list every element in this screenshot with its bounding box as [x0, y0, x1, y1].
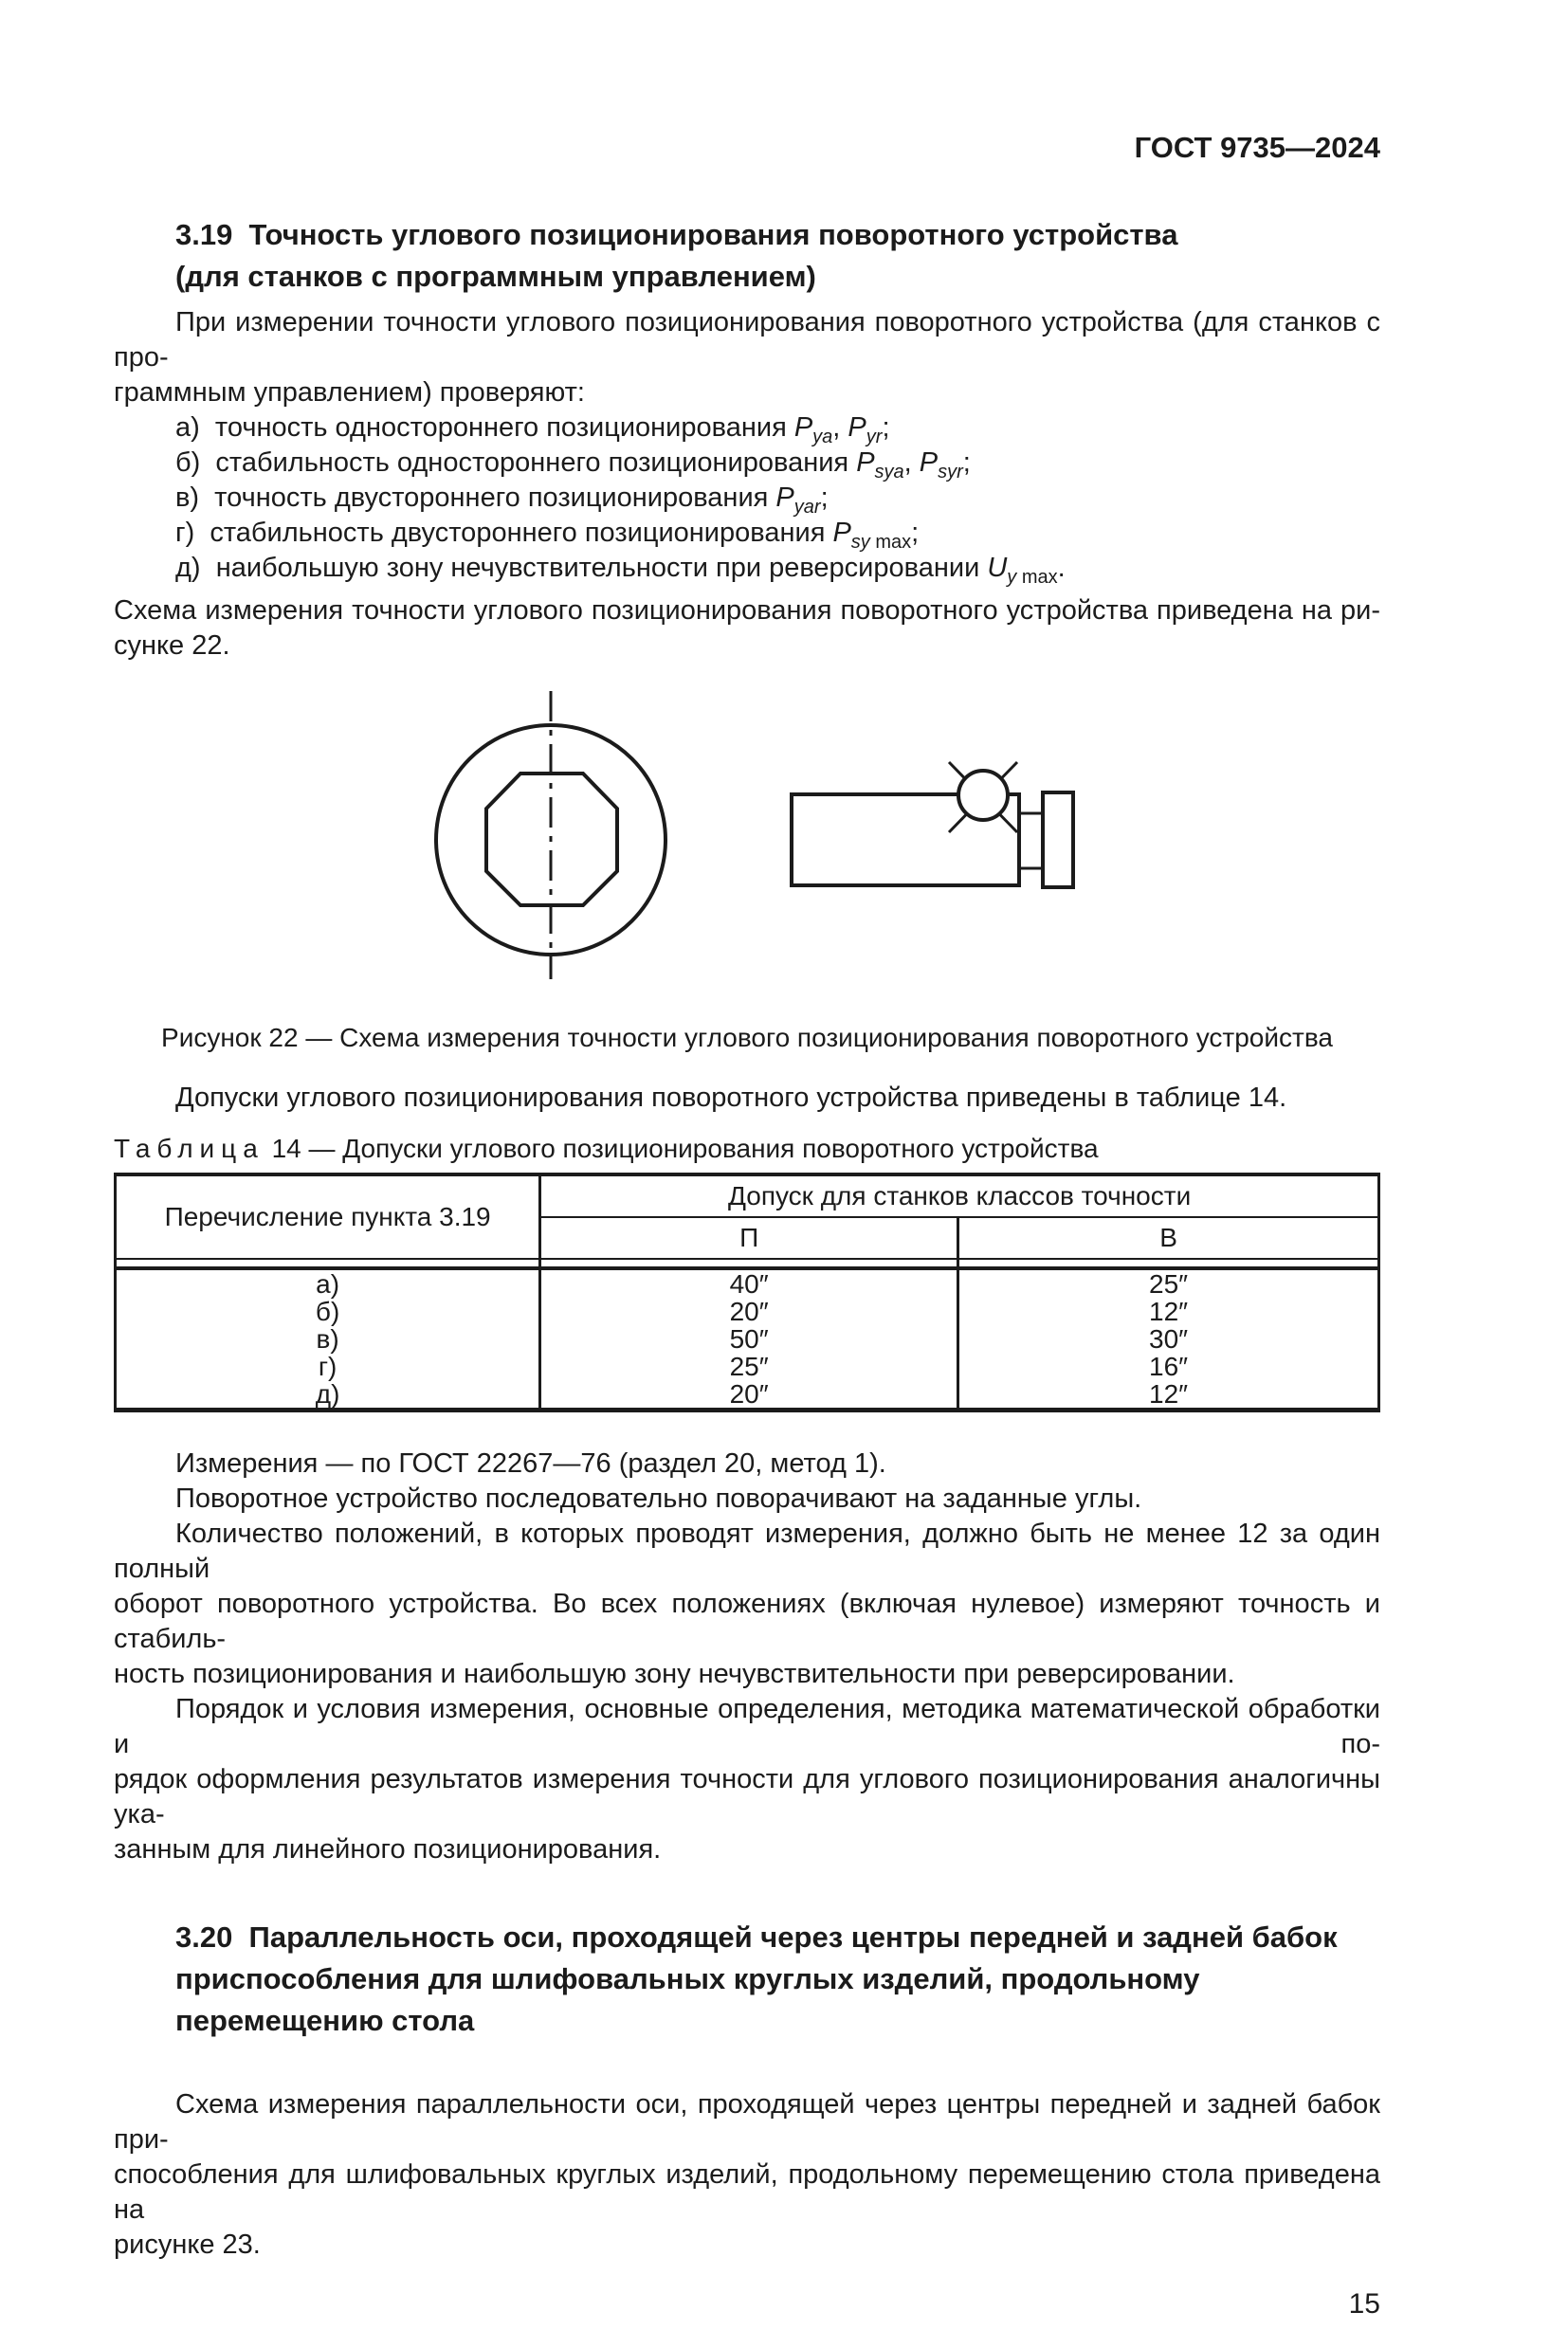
positions-count-paragraph	[114, 1517, 1380, 1692]
class-v-column	[959, 1270, 1377, 1408]
list-item: г) стабильность двустороннего позиционирования $P_{sy}$ $_{max}$;	[175, 518, 920, 553]
text-line: 3.19 Точность углового позиционирования поворотного устройства	[175, 218, 1178, 251]
table-cell: 20″	[729, 1379, 769, 1409]
table-cell: д)	[315, 1379, 340, 1409]
procedure-paragraph	[114, 1692, 1380, 1867]
text-line: способления для шлифовальных круглых изделий, продольному перемещению стола приведена на	[114, 2159, 1380, 2225]
measurements-gost-paragraph: Измерения — по ГОСТ 22267—76 (раздел 20, метод 1).	[175, 1448, 886, 1479]
intro-paragraph	[114, 305, 1380, 410]
rotation-paragraph: Поворотное устройство последовательно поворачивают на заданные углы.	[175, 1483, 1142, 1514]
table-cell: г)	[318, 1352, 337, 1381]
table-cell: в)	[316, 1324, 339, 1354]
table-body-row	[117, 1270, 1377, 1408]
section-3-19-heading	[175, 214, 1380, 298]
text-line: Схема измерения точности углового позиционирования поворотного устройства приведена на ри-	[114, 595, 1380, 626]
section-3-20-heading	[175, 1917, 1380, 2042]
section-3-20-paragraph	[114, 2087, 1380, 2263]
list-item: б) стабильность одностороннего позиционирования $P_{sya}$, $P_{syr}$;	[175, 447, 971, 482]
table-cell: 12″	[1149, 1297, 1189, 1326]
tolerances-paragraph: Допуски углового позиционирования поворотного устройства приведены в таблице 14.	[175, 1083, 1287, 1113]
text-line: (для станков с программным управлением)	[175, 260, 816, 293]
class-p-header-cell: П	[541, 1218, 959, 1260]
figure-22-drawing	[417, 679, 1100, 996]
list-item: в) точность двустороннего позиционирования $P_{yar}$;	[175, 482, 829, 518]
text-line: граммным управлением) проверяют:	[114, 377, 585, 408]
table-14-title	[114, 1133, 1380, 1165]
table-cell: 25″	[729, 1352, 769, 1381]
table-cell: а)	[316, 1269, 340, 1299]
text-line: Порядок и условия измерения, основные определения, методика математической обработки и по-	[114, 1694, 1380, 1759]
text-line: 3.20 Параллельность оси, проходящей через центры передней и задней бабок	[175, 1920, 1338, 1954]
document-number-header: ГОСТ 9735—2024	[1134, 131, 1380, 164]
items-column	[117, 1270, 541, 1408]
list-item: а) точность одностороннего позиционирования $P_{ya}$, $P_{yr}$;	[175, 412, 890, 447]
table-cell: 20″	[729, 1297, 769, 1326]
table-cell: б)	[315, 1297, 340, 1326]
text-line: Схема измерения параллельности оси, проходящей через центры передней и задней бабок при-	[114, 2089, 1380, 2155]
text-line: рисунке 23.	[114, 2230, 261, 2260]
text-line: рядок оформления результатов измерения точности для углового позиционирования аналогичны ука-	[114, 1764, 1380, 1829]
table-cell: 16″	[1149, 1352, 1189, 1381]
figure-22-caption: Рисунок 22 — Схема измерения точности углового позиционирования поворотного устройства	[161, 1023, 1333, 1052]
table-title-text: 14 — Допуски углового позиционирования поворотного устройства	[264, 1134, 1099, 1163]
text-line: приспособления для шлифовальных круглых изделий, продольному перемещению стола	[175, 1962, 1209, 2037]
text-line: сунке 22.	[114, 630, 230, 661]
figure-22	[417, 679, 1380, 1001]
text-line: При измерении точности углового позиционирования поворотного устройства (для станков с про-	[114, 307, 1380, 373]
class-v-header-cell: В	[959, 1218, 1377, 1260]
text-line: Количество положений, в которых проводят измерения, должно быть не менее 12 за один полный	[114, 1519, 1380, 1584]
grinding-wheel-icon	[958, 771, 1008, 820]
span-header-cell: Допуск для станков классов точности	[541, 1176, 1377, 1218]
page-number: 15	[1348, 2288, 1380, 2320]
table-label: Таблица	[114, 1134, 264, 1163]
table-cell: 12″	[1149, 1379, 1189, 1409]
table-header-row-1	[117, 1176, 1377, 1218]
text-line: ность позиционирования и наибольшую зону нечувствительности при реверсировании.	[114, 1659, 1235, 1689]
measurement-checks-list	[175, 410, 1380, 586]
table-cell: 50″	[729, 1324, 769, 1354]
class-p-column	[541, 1270, 959, 1408]
flange-rect	[1043, 792, 1073, 887]
col1-header-cell: Перечисление пункта 3.19	[117, 1176, 541, 1260]
table-cell: 30″	[1149, 1324, 1189, 1354]
text-line: оборот поворотного устройства. Во всех положениях (включая нулевое) измеряют точность и стабиль-	[114, 1589, 1380, 1654]
page-content	[114, 131, 1380, 2321]
text-line: занным для линейного позиционирования.	[114, 1834, 662, 1865]
table-cell: 40″	[729, 1269, 769, 1299]
table-cell: 25″	[1149, 1269, 1189, 1299]
scheme-reference-paragraph	[114, 593, 1380, 664]
list-item: д) наибольшую зону нечувствительности при реверсировании $U_y$ $_{max}$.	[175, 553, 1066, 588]
table-14	[114, 1173, 1380, 1412]
